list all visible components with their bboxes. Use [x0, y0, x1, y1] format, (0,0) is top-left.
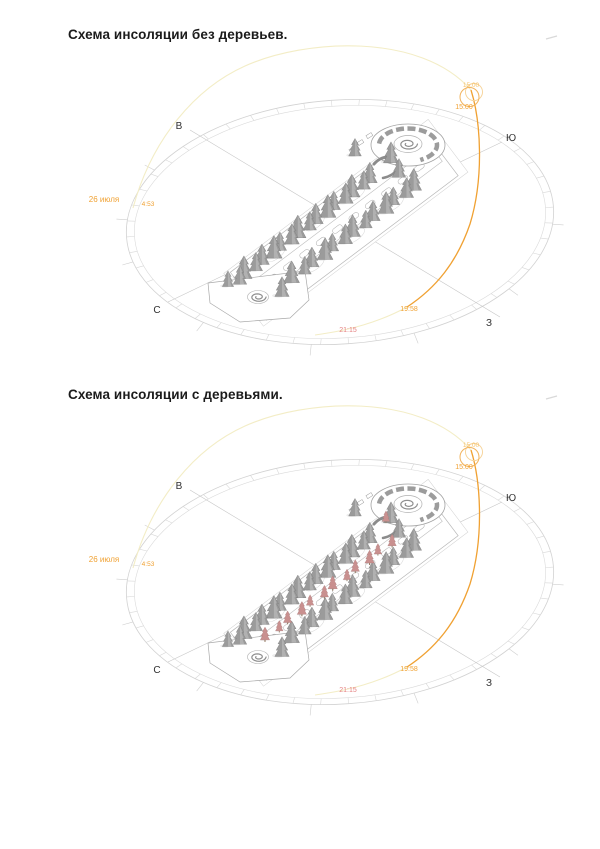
insolation-diagram-with-trees [0, 390, 600, 720]
title-insolation-with-trees: Схема инсоляции с деревьями. [68, 387, 283, 402]
insolation-diagram-without-trees [0, 30, 600, 360]
title-insolation-without-trees: Схема инсоляции без деревьев. [68, 27, 288, 42]
diagram-instance [89, 396, 572, 720]
diagram-instance [89, 36, 572, 360]
